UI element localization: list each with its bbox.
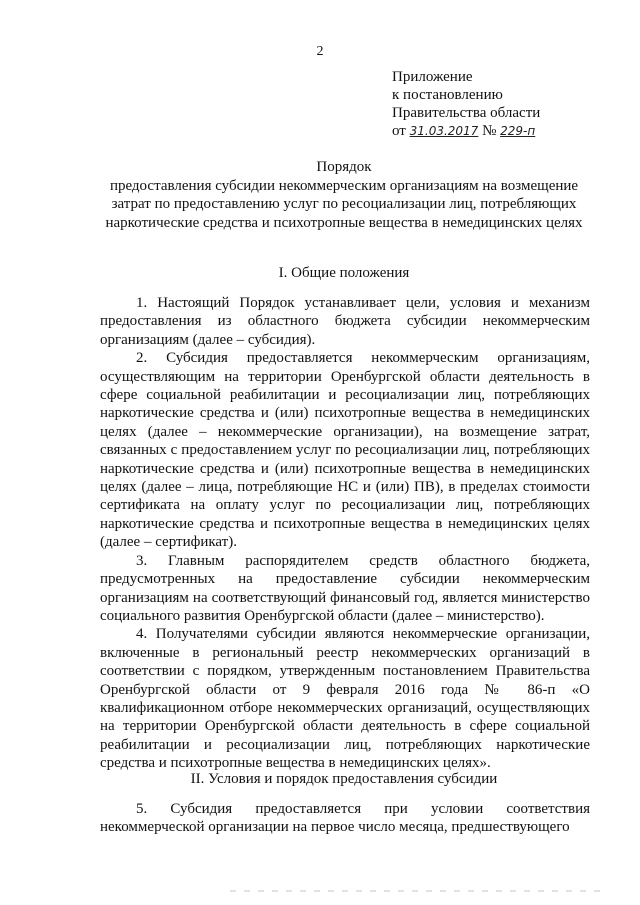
paragraph: 2. Субсидия предоставляется некоммерческим организациям, осуществляющим на территории Оренбургской области деятельность в сфере социальной реабилитации и ресоциализации лиц, потребляющих наркотические средства и (или) психотропные вещества в немедицинских целях (далее – некоммерческие организации), на возмещение затрат, связанных с предоставлением услуг по ресоциализации лиц, потребляющих наркотические средства и (или) психотропные вещества в немедицинских целях (далее – лица, потребляющие НС и (или) ПВ), в пределах стоимости сертификата на оплату услуг по ресоциализации лиц, потребляющих наркотические средства и психотропные вещества в немедицинских целях (далее – сертификат).	[100, 350, 590, 551]
paragraph: 3. Главным распорядителем средств областного бюджета, предусмотренных на предоставление субсидии некоммерческим организациям на соответствующий финансовый год, является министерство социального развития Оренбургской области (далее – министерство).	[100, 552, 590, 624]
number-sign: №	[482, 123, 497, 139]
appendix-line: к постановлению	[392, 87, 503, 103]
section-body-general	[100, 294, 590, 773]
date-prefix: от	[392, 123, 406, 139]
appendix-line: Приложение	[392, 69, 473, 85]
paragraph: 5. Субсидия предоставляется при условии соответствия некоммерческой организации на первое число месяца, предшествующего	[100, 801, 590, 836]
scan-artifact	[230, 890, 600, 892]
section-heading-general: I. Общие положения	[278, 265, 410, 281]
title-main: Порядок	[316, 159, 372, 175]
handwritten-date: 31.03.2017	[409, 124, 479, 138]
title-subtitle: предоставления субсидии некоммерческим организациям на возмещение затрат по предоставлению услуг по ресоциализации лиц, потребляющих наркотические средства и психотропные вещества в немедицинских целях	[105, 177, 583, 231]
paragraph: 1. Настоящий Порядок устанавливает цели, условия и механизм предоставления из областного бюджета субсидии некоммерческим организациям (далее – субсидия).	[100, 295, 590, 348]
page-number: 2	[316, 44, 324, 59]
paragraph: 4. Получателями субсидии являются некоммерческие организации, включенные в региональный реестр некоммерческих организаций в соответствии с порядком, утвержденным постановлением Правительства Оренбургской области от 9 февраля 2016 года № 86-п «О квалификационном отборе некоммерческих организаций, осуществляющих на территории Оренбургской области деятельность в сфере социальной реабилитации и ресоциализации лиц, потребляющих наркотические средства и психотропные вещества в немедицинских целях».	[100, 626, 590, 772]
section-heading-conditions: II. Условия и порядок предоставления субсидии	[190, 771, 498, 787]
appendix-date-line	[392, 122, 540, 140]
section-body-conditions	[100, 800, 590, 837]
appendix-block	[392, 68, 540, 140]
appendix-line: Правительства области	[392, 105, 541, 121]
handwritten-number: 229-п	[500, 124, 536, 138]
document-title	[96, 158, 592, 232]
